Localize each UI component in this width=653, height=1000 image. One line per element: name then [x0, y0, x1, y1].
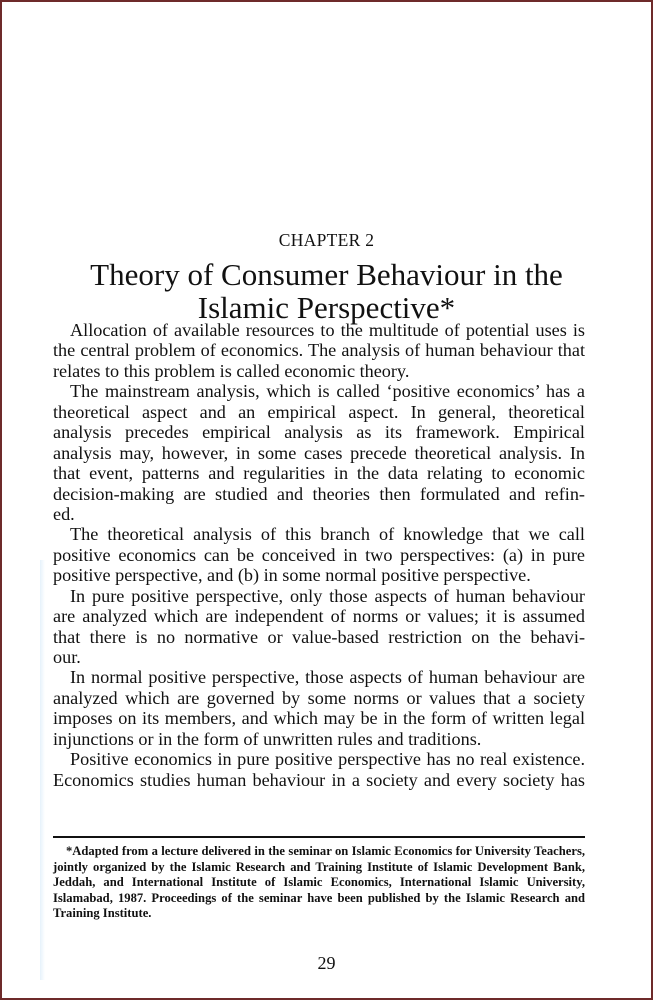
body-line: that there is no normative or value-based restriction on the behavi-: [53, 626, 585, 647]
body-line: Economics studies human behaviour in a society and every society has: [53, 769, 585, 790]
body-line: are analyzed which are independent of norms or values; it is assumed: [53, 606, 585, 627]
footnote-line: Jeddah, and International Institute of Islamic Economics, International Islamic University,: [53, 875, 585, 889]
footnote-line: Training Institute.: [53, 906, 152, 920]
body-line: our.: [53, 647, 81, 667]
body-line: The mainstream analysis, which is called ‘positive economics’ has a: [70, 381, 585, 402]
body-line: relates to this problem is called economic theory.: [53, 360, 410, 381]
body-line: Allocation of available resources to the multitude of potential uses is: [70, 320, 585, 340]
body-line: In normal positive perspective, those aspects of human behaviour are: [70, 667, 585, 688]
footnote-line: jointly organized by the Islamic Research and Training Institute of Islamic Development Bank,: [53, 859, 585, 874]
body-line: imposes on its members, and which may be in the form of written legal: [53, 708, 585, 729]
body-line: Positive economics in pure positive perspective has no real existence.: [70, 749, 585, 770]
body-line: the central problem of economics. The analysis of human behaviour that: [53, 340, 585, 361]
body-line: The theoretical analysis of this branch of knowledge that we call: [70, 524, 585, 545]
body-line: analysis may, however, in some cases precede theoretical analysis. In: [53, 442, 585, 463]
chapter-title: [0, 258, 653, 324]
body-line: theoretical aspect and an empirical aspect. In general, theoretical: [53, 401, 585, 422]
chapter-label: CHAPTER 2: [278, 230, 375, 250]
footnote-line: Islamabad, 1987. Proceedings of the seminar have been published by the Islamic Research and: [53, 890, 585, 905]
page-number: 29: [317, 953, 336, 973]
body-line: decision-making are studied and theories then formulated and refin-: [53, 483, 585, 504]
body-line: ed.: [53, 503, 75, 524]
footnote: [53, 844, 585, 922]
scan-gutter-shadow: [40, 560, 45, 980]
chapter-title-line: Theory of Consumer Behaviour in the: [90, 257, 563, 292]
body-text: [53, 320, 585, 790]
chapter-title-line: Islamic Perspective*: [197, 290, 456, 325]
footnote-line: *Adapted from a lecture delivered in the seminar on Islamic Economics for University Teachers,: [66, 844, 585, 858]
body-line: injunctions or in the form of unwritten rules and traditions.: [53, 728, 482, 749]
body-line: positive economics can be conceived in two perspectives: (a) in pure: [53, 544, 585, 565]
body-line: positive perspective, and (b) in some normal positive perspective.: [53, 565, 531, 586]
body-line: analysis precedes empirical analysis as its framework. Empirical: [53, 422, 585, 443]
body-line: that event, patterns and regularities in the data relating to economic: [53, 463, 585, 484]
body-line: In pure positive perspective, only those aspects of human behaviour: [70, 585, 585, 606]
footnote-rule: [53, 836, 585, 838]
body-line: analyzed which are governed by some norms or values that a society: [53, 687, 585, 708]
